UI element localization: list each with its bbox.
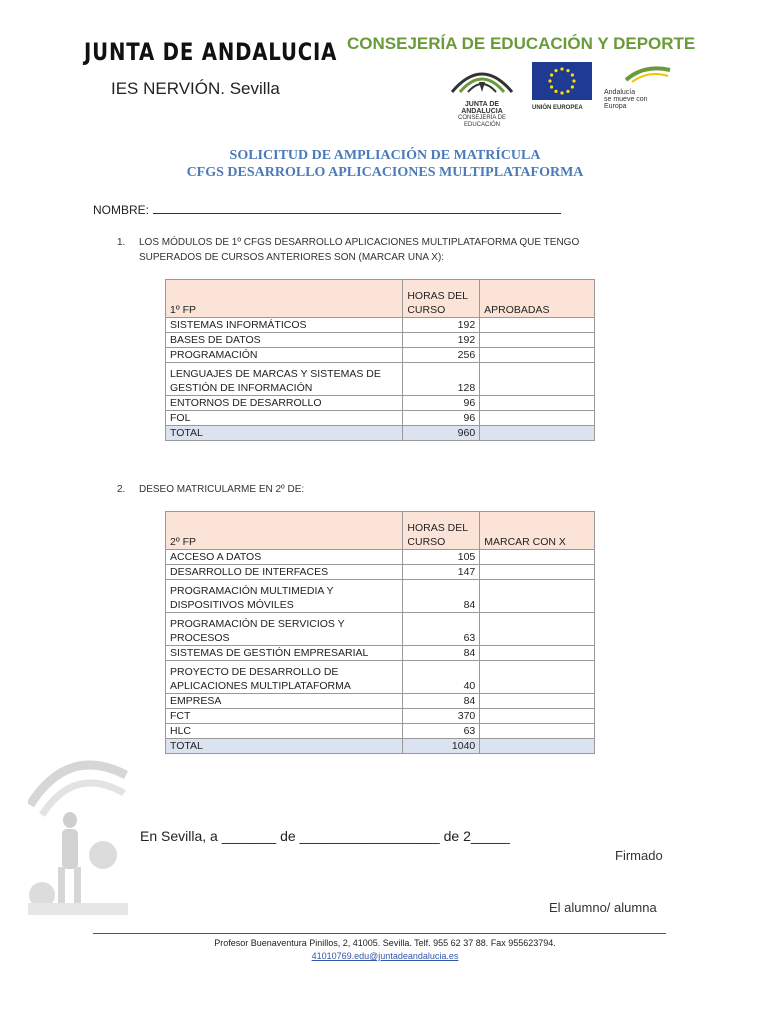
table1-total-label: TOTAL [166, 426, 403, 441]
table2-mark-cell[interactable] [480, 694, 595, 709]
section2-number: 2. [117, 484, 126, 495]
eu-star-icon [571, 73, 574, 76]
table1-row [166, 318, 595, 333]
table1-module-name [166, 348, 403, 363]
table1-module-name [166, 411, 403, 426]
table2-module-name-line: ACCESO A DATOS [170, 551, 262, 563]
section1-line1: LOS MÓDULOS DE 1º CFGS DESARROLLO APLICACIONES MULTIPLATAFORMA QUE TENGO [139, 237, 580, 248]
table1-header-hours-line1: HORAS DEL [407, 290, 469, 302]
footer-divider [93, 933, 666, 934]
firmado-label: Firmado [615, 848, 663, 863]
table2-module-name-line: HLC [170, 725, 192, 737]
eu-star-icon [566, 90, 569, 93]
table2-module-name-line: PROCESOS [170, 632, 230, 644]
fecha-line[interactable]: En Sevilla, a _______ de __________________ de 2_____ [140, 828, 510, 844]
andalucia-logo-text-2: se mueve con Europa [604, 96, 648, 110]
eu-star-icon [572, 79, 575, 82]
footer-address: Profesor Buenaventura Pinillos, 2, 41005. Sevilla. Telf. 955 62 37 88. Fax 955623794. [214, 938, 556, 948]
eu-star-icon [571, 85, 574, 88]
watermark-emblem [28, 745, 128, 920]
eu-star-icon [560, 67, 563, 70]
section1-number: 1. [117, 237, 126, 248]
eu-star-icon [550, 85, 553, 88]
table2-module-hours: 105 [403, 550, 480, 565]
table2-module-hours: 147 [403, 565, 480, 580]
eu-star-icon [548, 79, 551, 82]
table2-module-name [166, 550, 403, 565]
junta-logo-icon [446, 62, 518, 96]
table1-module-name [166, 396, 403, 411]
table2-module-name-line: EMPRESA [170, 695, 222, 707]
table2-mark-cell[interactable] [480, 565, 595, 580]
eu-logo [532, 62, 594, 112]
table2-header-row [166, 512, 595, 550]
table1-header-hours-line2: CURSO [407, 304, 446, 316]
table2-module-name [166, 724, 403, 739]
table2-total-row [166, 739, 595, 754]
table1-mark-cell[interactable] [480, 333, 595, 348]
table1-module-name-line: GESTIÓN DE INFORMACIÓN [170, 382, 313, 394]
table1-module-hours: 192 [403, 318, 480, 333]
andalucia-swoosh-icon [604, 62, 672, 84]
table1-header-mark: APROBADAS [480, 280, 595, 318]
junta-logo-subtext: CONSEJERÍA DE EDUCACIÓN [457, 115, 506, 128]
table1-total-mark [480, 426, 595, 441]
table1-total-hours: 960 [403, 426, 480, 441]
table2-module-name [166, 613, 403, 646]
table1-mark-cell[interactable] [480, 348, 595, 363]
table1-mark-cell[interactable] [480, 318, 595, 333]
table1-row [166, 333, 595, 348]
table2-module-name-line: PROGRAMACIÓN MULTIMEDIA Y [170, 585, 334, 597]
table2-module-name [166, 580, 403, 613]
table1-header-row [166, 280, 595, 318]
nombre-label: NOMBRE: [93, 203, 150, 217]
table2-module-hours: 40 [403, 661, 480, 694]
table1-module-hours: 192 [403, 333, 480, 348]
table1-module-hours: 96 [403, 411, 480, 426]
table2-module-hours: 84 [403, 694, 480, 709]
table2-total-hours: 1040 [403, 739, 480, 754]
school-name: IES NERVIÓN. Sevilla [111, 79, 280, 98]
table2-row [166, 646, 595, 661]
table1-mark-cell[interactable] [480, 396, 595, 411]
table2-module-name-line: SISTEMAS DE GESTIÓN EMPRESARIAL [170, 647, 369, 659]
table2-module-hours: 370 [403, 709, 480, 724]
table1-module-hours: 128 [403, 363, 480, 396]
table2-module-name [166, 694, 403, 709]
section2-line1: DESEO MATRICULARME EN 2º DE: [139, 484, 305, 495]
table2-module-hours: 63 [403, 724, 480, 739]
table2-module-hours: 63 [403, 613, 480, 646]
table2-mark-cell[interactable] [480, 580, 595, 613]
table2-header-hours [403, 512, 480, 550]
eu-star-icon [560, 91, 563, 94]
table2-row [166, 580, 595, 613]
footer-email-link[interactable]: 41010769.edu@juntadeandalucia.es [311, 951, 459, 961]
eu-logo-text: UNIÓN EUROPEA [532, 105, 583, 111]
section1-line2: SUPERADOS DE CURSOS ANTERIORES SON (MARCAR UNA X): [139, 252, 445, 263]
section1-text [117, 235, 579, 265]
table1-module-name-line: SISTEMAS INFORMÁTICOS [170, 319, 307, 331]
table1-row [166, 348, 595, 363]
table2-module-name-line: PROYECTO DE DESARROLLO DE [170, 666, 339, 678]
table2-row [166, 565, 595, 580]
brand-title: JUNTA DE ANDALUCIA [84, 38, 338, 66]
document-title-line1: SOLICITUD DE AMPLIACIÓN DE MATRÍCULA [229, 148, 541, 163]
table1-row [166, 411, 595, 426]
eu-star-icon [554, 69, 557, 72]
table2-module-name [166, 661, 403, 694]
table1-header-module: 1º FP [166, 280, 403, 318]
table2-row [166, 694, 595, 709]
eu-star-icon [550, 73, 553, 76]
table1-module-hours: 256 [403, 348, 480, 363]
table2-module-name-line: FCT [170, 710, 191, 722]
table2-row [166, 661, 595, 694]
table2-module-hours: 84 [403, 580, 480, 613]
table2-row [166, 550, 595, 565]
table2-total-mark [480, 739, 595, 754]
table2-row [166, 613, 595, 646]
table1-total-row [166, 426, 595, 441]
table2-header-hours-line1: HORAS DEL [407, 522, 469, 534]
junta-logo [446, 62, 518, 128]
table1-module-name-line: FOL [170, 412, 191, 424]
table1-module-name [166, 363, 403, 396]
table1-row [166, 396, 595, 411]
table2-module-name [166, 646, 403, 661]
table2-mark-cell[interactable] [480, 709, 595, 724]
table2-mark-cell[interactable] [480, 550, 595, 565]
table1-module-name [166, 318, 403, 333]
table2-module-name-line: DISPOSITIVOS MÓVILES [170, 599, 294, 611]
table1-module-name [166, 333, 403, 348]
table2-header-module: 2º FP [166, 512, 403, 550]
table2-module-name-line: APLICACIONES MULTIPLATAFORMA [170, 680, 351, 692]
eu-flag-icon [532, 62, 592, 100]
first-year-modules-table [165, 279, 595, 441]
table2-module-name-line: PROGRAMACIÓN DE SERVICIOS Y [170, 618, 345, 630]
table2-mark-cell[interactable] [480, 646, 595, 661]
eu-star-icon [566, 69, 569, 72]
table1-module-hours: 96 [403, 396, 480, 411]
nombre-input-line[interactable] [153, 202, 561, 214]
table1-row [166, 363, 595, 396]
consejeria-title: CONSEJERÍA DE EDUCACIÓN Y DEPORTE [347, 34, 696, 53]
hercules-emblem-icon [28, 745, 128, 920]
table2-mark-cell[interactable] [480, 661, 595, 694]
table1-module-name-line: LENGUAJES DE MARCAS Y SISTEMAS DE [170, 368, 381, 380]
table2-module-name [166, 565, 403, 580]
alumno-label: El alumno/ alumna [549, 900, 657, 915]
second-year-modules-table [165, 511, 595, 754]
table2-module-name-line: DESARROLLO DE INTERFACES [170, 566, 329, 578]
document-title-line2: CFGS DESARROLLO APLICACIONES MULTIPLATAFORMA [186, 165, 584, 180]
eu-star-icon [554, 90, 557, 93]
footer-email-wrap [0, 951, 770, 961]
table1-module-name-line: BASES DE DATOS [170, 334, 261, 346]
table2-header-hours-line2: CURSO [407, 536, 446, 548]
table1-module-name-line: ENTORNOS DE DESARROLLO [170, 397, 322, 409]
table1-header-hours [403, 280, 480, 318]
nombre-field[interactable] [93, 202, 561, 217]
table1-mark-cell[interactable] [480, 363, 595, 396]
table2-row [166, 724, 595, 739]
table1-module-name-line: PROGRAMACIÓN [170, 349, 258, 361]
table2-module-hours: 84 [403, 646, 480, 661]
table2-module-name [166, 709, 403, 724]
table2-header-mark: MARCAR CON X [480, 512, 595, 550]
table2-total-label: TOTAL [166, 739, 403, 754]
junta-logo-text: JUNTA DE ANDALUCIA [461, 101, 503, 115]
table2-mark-cell[interactable] [480, 724, 595, 739]
andalucia-logo-text-1: Andalucía [604, 89, 636, 96]
section2-text [117, 482, 304, 497]
table2-mark-cell[interactable] [480, 613, 595, 646]
table1-mark-cell[interactable] [480, 411, 595, 426]
table2-row [166, 709, 595, 724]
andalucia-europa-logo [604, 62, 672, 112]
